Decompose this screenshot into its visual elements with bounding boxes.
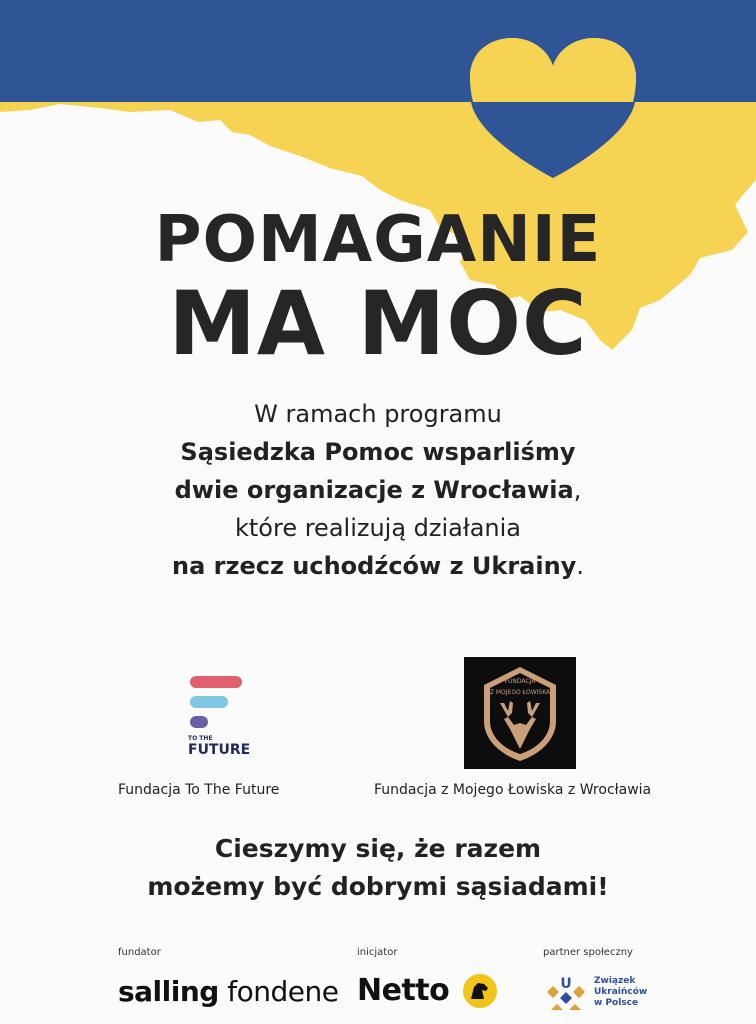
closing-text: [0, 830, 756, 906]
logo-small-text: TO THE: [188, 735, 213, 742]
fondene-word: fondene: [227, 975, 339, 1008]
intro-line-1: W ramach programu: [254, 400, 502, 428]
closing-line-2: możemy być dobrymi sąsiadami!: [147, 872, 609, 901]
intro-line-3-bold: dwie organizacje z Wrocławia: [174, 476, 574, 504]
flag-blue-band: [0, 0, 756, 102]
intro-line-5: [0, 547, 756, 585]
zwiazek-ukraincow-icon: [543, 970, 589, 1016]
intro-line-4: które realizują działania: [234, 514, 521, 542]
zu-line-3: w Polsce: [594, 998, 639, 1008]
org2-caption: Fundacja z Mojego Łowiska z Wrocławia: [374, 782, 652, 798]
logo-bar-red: [190, 676, 242, 688]
badge-text-2: Z MOJEGO ŁOWISKA: [489, 689, 551, 696]
logo-bar-blue: [190, 696, 228, 708]
intro-line-2: Sąsiedzka Pomoc wsparliśmy: [180, 438, 576, 466]
intro-line-5-bold: na rzecz uchodźców z Ukrainy: [172, 552, 577, 580]
netto-dog-icon: [462, 973, 498, 1009]
inicjator-label: inicjator: [357, 947, 398, 958]
headline-line-2: MA MOC: [168, 272, 588, 375]
salling-word: salling: [118, 975, 219, 1008]
badge-text-1: FUNDACJA: [504, 678, 536, 685]
headline-line-1: POMAGANIE: [154, 203, 602, 277]
intro-text: [0, 395, 756, 585]
intro-line-3-comma: ,: [573, 476, 582, 504]
org1-caption: Fundacja To The Future: [118, 782, 280, 798]
intro-line-3: [0, 471, 756, 509]
salling-fondene-logo: [118, 975, 338, 1008]
to-the-future-logo: [186, 672, 256, 762]
zwiazek-ukraincow-text: [594, 976, 674, 1009]
intro-line-5-dot: .: [576, 552, 584, 580]
logo-bar-purple: [190, 716, 208, 728]
zu-line-1: Związek: [594, 976, 636, 986]
zu-line-2: Ukraińców: [594, 987, 648, 997]
netto-logo: Netto: [357, 973, 450, 1008]
fundator-label: fundator: [118, 947, 161, 958]
partner-label: partner społeczny: [543, 947, 633, 958]
closing-line-1: Cieszymy się, że razem: [214, 834, 542, 863]
logo-big-text: FUTURE: [188, 742, 251, 758]
svg-text:U: U: [560, 976, 572, 992]
z-mojego-lowiska-logo: [464, 657, 576, 769]
